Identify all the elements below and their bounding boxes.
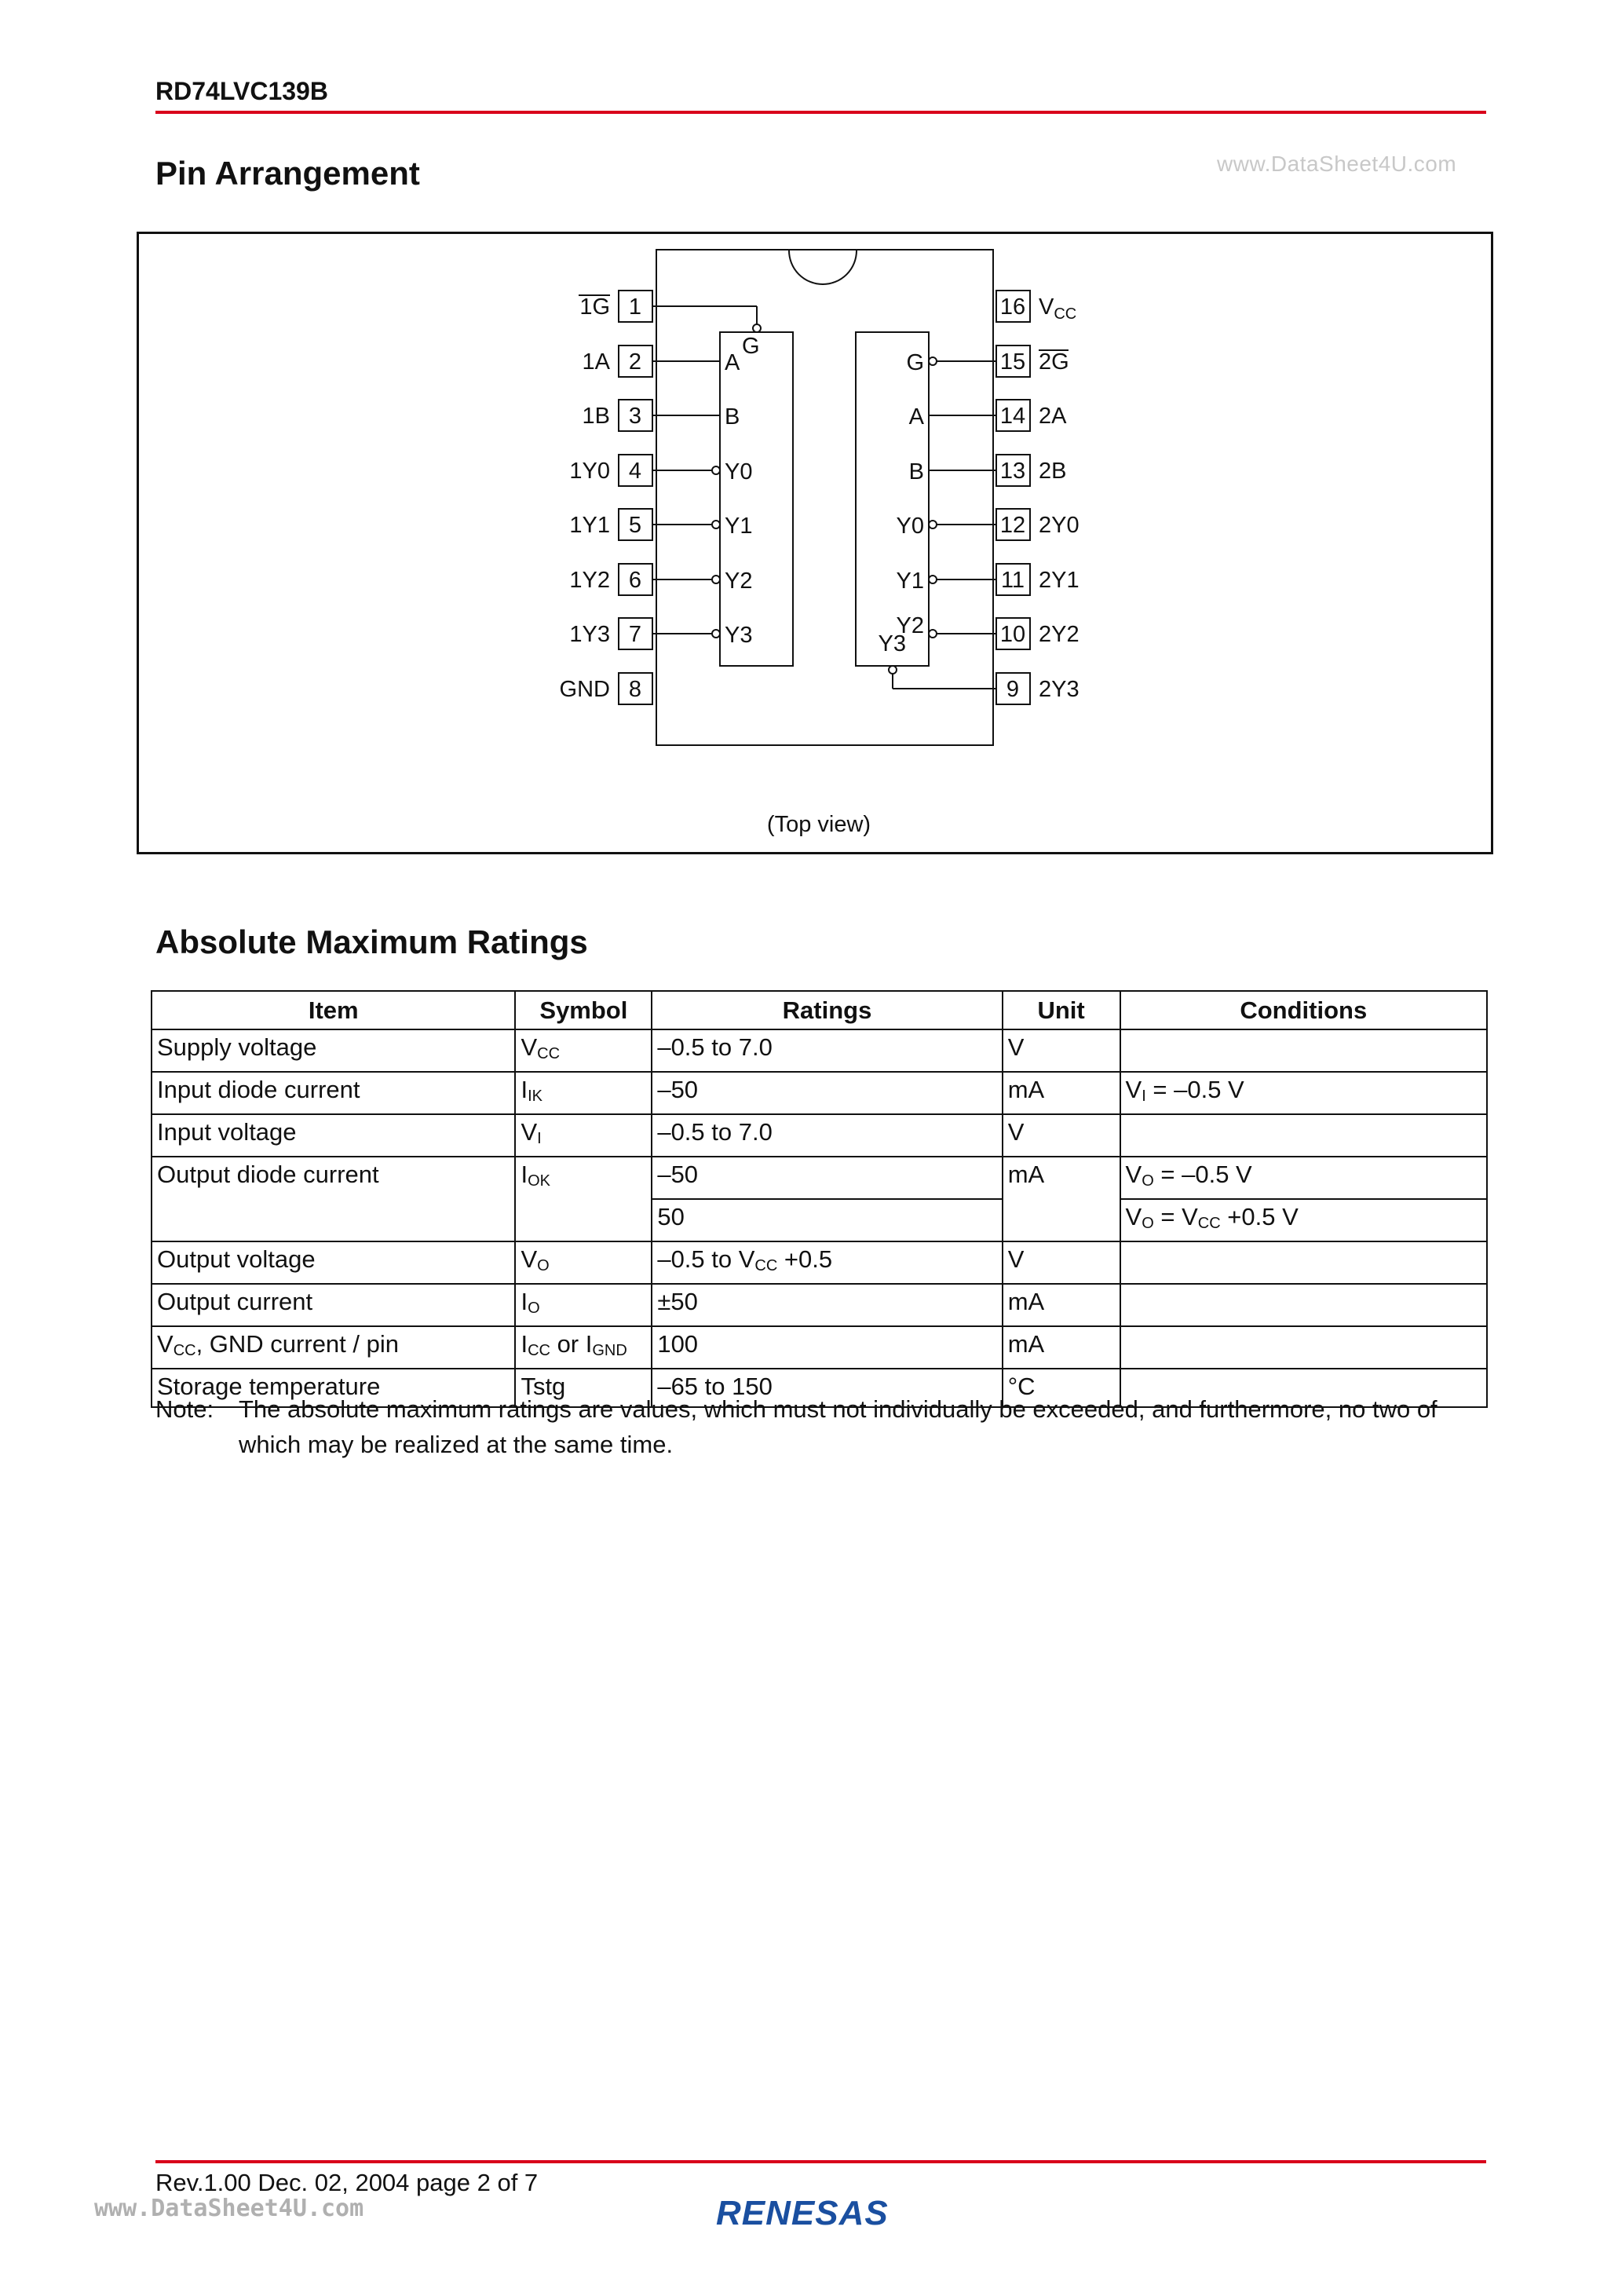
cell-conditions bbox=[1120, 1326, 1487, 1369]
cell-item: Supply voltage bbox=[152, 1029, 515, 1072]
block2-label-y2: Y2 bbox=[896, 613, 924, 638]
cell-unit: V bbox=[1003, 1114, 1120, 1157]
pin-name-9: 2Y3 bbox=[1039, 677, 1080, 702]
note-label: Note: bbox=[155, 1395, 214, 1423]
pin-number-6: 6 bbox=[628, 568, 642, 593]
cell-rating: –0.5 to 7.0 bbox=[652, 1114, 1002, 1157]
left-pin-group bbox=[560, 291, 652, 704]
table-row bbox=[152, 1029, 1487, 1072]
cell-conditions: $V_O = -0.5$ V bbox=[1120, 1157, 1487, 1199]
block2-label-y1: Y1 bbox=[896, 569, 924, 594]
cell-symbol: $V_{CC}$ bbox=[515, 1029, 652, 1072]
cell-item: Storage temperature bbox=[152, 1369, 515, 1407]
chip-body bbox=[656, 250, 993, 745]
cell-symbol: $I_{CC}$ or $I_{GND}$ bbox=[515, 1326, 652, 1369]
block1-label-a: A bbox=[725, 350, 740, 375]
pin-number-5: 5 bbox=[628, 513, 642, 538]
pin-name-3: 1B bbox=[582, 404, 610, 429]
cell-item: Output voltage bbox=[152, 1241, 515, 1284]
right-pin-group bbox=[996, 291, 1080, 704]
cell-item: Output diode current bbox=[152, 1157, 515, 1241]
ratings-title: Absolute Maximum Ratings bbox=[155, 923, 588, 960]
table-row bbox=[152, 1284, 1487, 1326]
pin-name-12: 2Y0 bbox=[1039, 513, 1080, 538]
cell-item: Input diode current bbox=[152, 1072, 515, 1114]
pin-name-1: 1G bbox=[579, 294, 610, 320]
pin-name-4: 1Y0 bbox=[569, 459, 610, 484]
cell-conditions bbox=[1120, 1241, 1487, 1284]
block2-label-y0: Y0 bbox=[896, 514, 924, 539]
cell-rating: –0.5 to 7.0 bbox=[652, 1029, 1002, 1072]
cell-item: Input voltage bbox=[152, 1114, 515, 1157]
table-row bbox=[152, 1072, 1487, 1114]
pin-number-7: 7 bbox=[628, 622, 642, 647]
block1-label-g: G bbox=[742, 334, 760, 359]
cell-conditions bbox=[1120, 1029, 1487, 1072]
cell-symbol: $I_{IK}$ bbox=[515, 1072, 652, 1114]
footer-revision: Rev.1.00 Dec. 02, 2004 page 2 of 7 bbox=[155, 2169, 539, 2196]
cell-rating: –50 bbox=[652, 1072, 1002, 1114]
pin-name-7: 1Y3 bbox=[569, 622, 610, 647]
pin-name-14: 2A bbox=[1039, 404, 1067, 429]
block1-label-y2: Y2 bbox=[725, 569, 753, 594]
block2-label-g: G bbox=[906, 350, 924, 375]
header-item: Item bbox=[152, 991, 515, 1029]
block1-label-y0: Y0 bbox=[725, 459, 753, 484]
pin-name-5: 1Y1 bbox=[569, 513, 610, 538]
diagram-caption: (Top view) bbox=[766, 812, 871, 837]
header-symbol: Symbol bbox=[515, 991, 652, 1029]
pin-number-12: 12 bbox=[999, 513, 1026, 538]
cell-unit: °C bbox=[1003, 1369, 1120, 1407]
decoder-block-1 bbox=[720, 332, 793, 666]
cell-symbol: $I_O$ bbox=[515, 1284, 652, 1326]
watermark-url: www.DataSheet4U.com bbox=[1217, 152, 1457, 176]
cell-unit: mA bbox=[1003, 1072, 1120, 1114]
cell-rating: –50 bbox=[652, 1157, 1002, 1199]
cell-rating: –65 to 150 bbox=[652, 1369, 1002, 1407]
pin-name-10: 2Y2 bbox=[1039, 622, 1080, 647]
block1-label-y1: Y1 bbox=[725, 514, 753, 539]
pin-number-9: 9 bbox=[1006, 677, 1020, 702]
inversion-bubble bbox=[753, 324, 761, 332]
pin-number-1: 1 bbox=[628, 294, 642, 320]
cell-unit: mA bbox=[1003, 1157, 1120, 1241]
table-header-row bbox=[152, 991, 1487, 1029]
table-row bbox=[152, 1241, 1487, 1284]
block1-label-b: B bbox=[725, 404, 740, 430]
pin-arrangement-title: Pin Arrangement bbox=[155, 155, 420, 192]
cell-item: $V_{CC}$, GND current / pin bbox=[152, 1326, 515, 1369]
header-conditions: Conditions bbox=[1120, 991, 1487, 1029]
footer-watermark: www.DataSheet4U.com bbox=[94, 2195, 364, 2222]
pin-name-13: 2B bbox=[1039, 459, 1067, 484]
ratings-table bbox=[151, 990, 1488, 1408]
pin-diagram-frame bbox=[137, 232, 1493, 854]
pin-name-11: 2Y1 bbox=[1039, 568, 1080, 593]
table-row bbox=[152, 1326, 1487, 1369]
cell-unit: V bbox=[1003, 1241, 1120, 1284]
cell-symbol: $I_{OK}$ bbox=[515, 1157, 652, 1241]
pin-name-8: GND bbox=[559, 677, 610, 702]
chip-notch bbox=[789, 250, 857, 284]
block2-label-y3: Y3 bbox=[878, 631, 906, 656]
block2-label-b: B bbox=[908, 459, 924, 484]
pin-number-10: 10 bbox=[999, 622, 1026, 647]
renesas-logo: RENESAS bbox=[716, 2194, 889, 2232]
pin-number-16: 16 bbox=[999, 294, 1026, 320]
pin-name-16: $V_{CC}$ bbox=[1039, 294, 1077, 323]
pin-number-14: 14 bbox=[999, 404, 1026, 429]
cell-conditions bbox=[1120, 1284, 1487, 1326]
table-row bbox=[152, 1157, 1487, 1199]
footer-rule bbox=[155, 2160, 1486, 2163]
cell-rating: 100 bbox=[652, 1326, 1002, 1369]
header-ratings: Ratings bbox=[652, 991, 1002, 1029]
cell-unit: V bbox=[1003, 1029, 1120, 1072]
cell-rating: –0.5 to $V_{CC} +0.5$ bbox=[652, 1241, 1002, 1284]
block1-label-y3: Y3 bbox=[725, 623, 753, 648]
pin-number-2: 2 bbox=[628, 349, 642, 375]
cell-item: Output current bbox=[152, 1284, 515, 1326]
document-part-number: RD74LVC139B bbox=[155, 77, 328, 105]
cell-rating: ±50 bbox=[652, 1284, 1002, 1326]
pin-name-2: 1A bbox=[582, 349, 610, 375]
cell-conditions bbox=[1120, 1114, 1487, 1157]
pin-number-4: 4 bbox=[628, 459, 642, 484]
table-row bbox=[152, 1114, 1487, 1157]
pin-number-8: 8 bbox=[628, 677, 642, 702]
pin-number-11: 11 bbox=[1000, 568, 1025, 593]
header-unit: Unit bbox=[1003, 991, 1120, 1029]
cell-symbol: $V_O$ bbox=[515, 1241, 652, 1284]
header-rule bbox=[155, 111, 1486, 114]
cell-symbol: $V_I$ bbox=[515, 1114, 652, 1157]
cell-unit: mA bbox=[1003, 1284, 1120, 1326]
pin-number-13: 13 bbox=[999, 459, 1026, 484]
block2-label-a: A bbox=[908, 404, 924, 430]
cell-unit: mA bbox=[1003, 1326, 1120, 1369]
cell-conditions: $V_I = -0.5$ V bbox=[1120, 1072, 1487, 1114]
pin-name-15: 2G bbox=[1039, 349, 1069, 375]
pin-name-6: 1Y2 bbox=[569, 568, 610, 593]
pin-number-15: 15 bbox=[999, 349, 1026, 375]
pin-diagram bbox=[139, 234, 1491, 852]
note-text: The absolute maximum ratings are values, which must not individually be exceeded, and furthermore, no two of which may be realized at the same time. bbox=[239, 1395, 1438, 1458]
cell-rating: 50 bbox=[652, 1199, 1002, 1241]
cell-conditions: $V_O = V_{CC} +0.5$ V bbox=[1120, 1199, 1487, 1241]
pin-number-3: 3 bbox=[628, 404, 642, 429]
cell-symbol: Tstg bbox=[515, 1369, 652, 1407]
